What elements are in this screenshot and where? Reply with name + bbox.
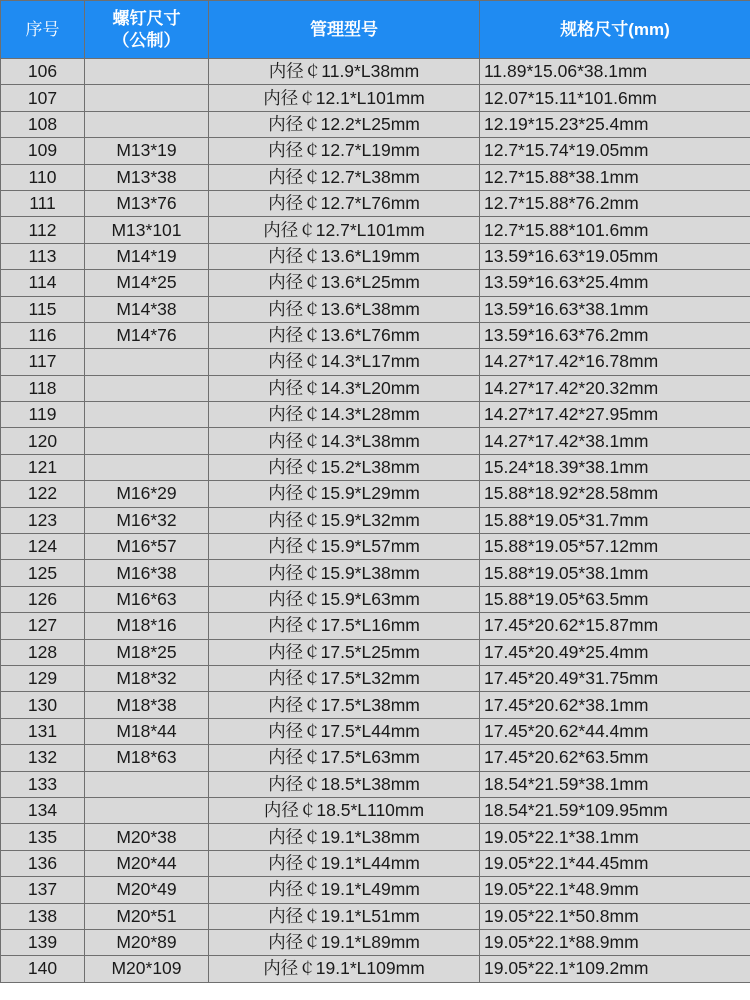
cell-screw-size: M13*19 (85, 138, 209, 164)
cell-spec: 18.54*21.59*109.95mm (480, 797, 750, 823)
cell-seq: 123 (1, 507, 85, 533)
cell-screw-size (85, 797, 209, 823)
table-row (1, 322, 750, 348)
cell-model: 内径￠19.1*L38mm (209, 824, 480, 850)
cell-spec: 13.59*16.63*25.4mm (480, 270, 750, 296)
cell-model: 内径￠14.3*L28mm (209, 402, 480, 428)
table-row (1, 586, 750, 612)
cell-seq: 109 (1, 138, 85, 164)
cell-seq: 127 (1, 613, 85, 639)
table-row (1, 771, 750, 797)
cell-model: 内径￠19.1*L89mm (209, 929, 480, 955)
table-row (1, 481, 750, 507)
header-screw-line2: （公制） (112, 30, 181, 50)
cell-spec: 12.7*15.88*38.1mm (480, 164, 750, 190)
table-row (1, 138, 750, 164)
cell-screw-size: M14*25 (85, 270, 209, 296)
cell-spec: 14.27*17.42*38.1mm (480, 428, 750, 454)
cell-spec: 19.05*22.1*38.1mm (480, 824, 750, 850)
cell-spec: 13.59*16.63*19.05mm (480, 243, 750, 269)
cell-screw-size: M14*38 (85, 296, 209, 322)
cell-seq: 125 (1, 560, 85, 586)
cell-seq: 120 (1, 428, 85, 454)
cell-screw-size: M16*38 (85, 560, 209, 586)
table-row (1, 956, 750, 982)
cell-seq: 130 (1, 692, 85, 718)
cell-seq: 110 (1, 164, 85, 190)
cell-screw-size (85, 454, 209, 480)
cell-spec: 15.88*19.05*63.5mm (480, 586, 750, 612)
cell-spec: 13.59*16.63*76.2mm (480, 322, 750, 348)
cell-seq: 118 (1, 375, 85, 401)
cell-screw-size: M20*49 (85, 877, 209, 903)
table-row (1, 903, 750, 929)
cell-spec: 15.88*19.05*38.1mm (480, 560, 750, 586)
cell-screw-size: M13*101 (85, 217, 209, 243)
cell-seq: 113 (1, 243, 85, 269)
cell-model: 内径￠17.5*L32mm (209, 665, 480, 691)
cell-screw-size: M18*16 (85, 613, 209, 639)
cell-seq: 132 (1, 745, 85, 771)
table-row (1, 375, 750, 401)
cell-seq: 136 (1, 850, 85, 876)
cell-seq: 138 (1, 903, 85, 929)
cell-seq: 108 (1, 111, 85, 137)
cell-model: 内径￠14.3*L17mm (209, 349, 480, 375)
cell-spec: 19.05*22.1*48.9mm (480, 877, 750, 903)
cell-model: 内径￠15.9*L38mm (209, 560, 480, 586)
cell-screw-size: M18*44 (85, 718, 209, 744)
table-row (1, 692, 750, 718)
cell-seq: 135 (1, 824, 85, 850)
cell-screw-size: M20*51 (85, 903, 209, 929)
table-row (1, 402, 750, 428)
cell-spec: 15.88*18.92*28.58mm (480, 481, 750, 507)
cell-screw-size: M16*63 (85, 586, 209, 612)
cell-spec: 15.88*19.05*31.7mm (480, 507, 750, 533)
cell-spec: 19.05*22.1*50.8mm (480, 903, 750, 929)
cell-model: 内径￠17.5*L25mm (209, 639, 480, 665)
cell-spec: 17.45*20.49*25.4mm (480, 639, 750, 665)
table-row (1, 560, 750, 586)
cell-screw-size: M18*25 (85, 639, 209, 665)
cell-model: 内径￠15.9*L63mm (209, 586, 480, 612)
table-header (1, 1, 750, 59)
cell-model: 内径￠13.6*L76mm (209, 322, 480, 348)
cell-screw-size (85, 402, 209, 428)
cell-spec: 12.7*15.88*76.2mm (480, 190, 750, 216)
table-row (1, 190, 750, 216)
cell-seq: 134 (1, 797, 85, 823)
cell-model: 内径￠14.3*L38mm (209, 428, 480, 454)
table-row (1, 877, 750, 903)
cell-seq: 140 (1, 956, 85, 982)
cell-spec: 12.19*15.23*25.4mm (480, 111, 750, 137)
cell-model: 内径￠14.3*L20mm (209, 375, 480, 401)
table-row (1, 59, 750, 85)
header-row (1, 1, 750, 59)
cell-model: 内径￠19.1*L49mm (209, 877, 480, 903)
cell-model: 内径￠12.2*L25mm (209, 111, 480, 137)
cell-screw-size (85, 111, 209, 137)
table-row (1, 507, 750, 533)
cell-model: 内径￠11.9*L38mm (209, 59, 480, 85)
cell-seq: 133 (1, 771, 85, 797)
table-row (1, 270, 750, 296)
cell-model: 内径￠18.5*L110mm (209, 797, 480, 823)
table-row (1, 665, 750, 691)
cell-spec: 13.59*16.63*38.1mm (480, 296, 750, 322)
table-row (1, 824, 750, 850)
table-row (1, 718, 750, 744)
cell-screw-size: M13*76 (85, 190, 209, 216)
cell-model: 内径￠13.6*L38mm (209, 296, 480, 322)
cell-model: 内径￠17.5*L44mm (209, 718, 480, 744)
cell-model: 内径￠13.6*L25mm (209, 270, 480, 296)
cell-seq: 126 (1, 586, 85, 612)
cell-model: 内径￠18.5*L38mm (209, 771, 480, 797)
cell-spec: 12.07*15.11*101.6mm (480, 85, 750, 111)
cell-spec: 17.45*20.62*38.1mm (480, 692, 750, 718)
table-row (1, 745, 750, 771)
cell-model: 内径￠12.7*L19mm (209, 138, 480, 164)
cell-spec: 11.89*15.06*38.1mm (480, 59, 750, 85)
header-screw-size (85, 1, 209, 59)
cell-spec: 14.27*17.42*20.32mm (480, 375, 750, 401)
cell-screw-size (85, 375, 209, 401)
cell-seq: 106 (1, 59, 85, 85)
cell-spec: 18.54*21.59*38.1mm (480, 771, 750, 797)
cell-model: 内径￠13.6*L19mm (209, 243, 480, 269)
cell-seq: 115 (1, 296, 85, 322)
cell-screw-size: M14*19 (85, 243, 209, 269)
cell-spec: 17.45*20.62*44.4mm (480, 718, 750, 744)
table-row (1, 349, 750, 375)
cell-seq: 129 (1, 665, 85, 691)
cell-screw-size: M16*29 (85, 481, 209, 507)
cell-spec: 14.27*17.42*16.78mm (480, 349, 750, 375)
cell-screw-size: M13*38 (85, 164, 209, 190)
cell-spec: 15.88*19.05*57.12mm (480, 534, 750, 560)
cell-seq: 121 (1, 454, 85, 480)
cell-model: 内径￠15.9*L29mm (209, 481, 480, 507)
cell-seq: 114 (1, 270, 85, 296)
cell-spec: 19.05*22.1*88.9mm (480, 929, 750, 955)
table-row (1, 454, 750, 480)
table-row (1, 797, 750, 823)
table-row (1, 217, 750, 243)
table-row (1, 164, 750, 190)
cell-screw-size: M18*63 (85, 745, 209, 771)
cell-seq: 131 (1, 718, 85, 744)
table-row (1, 639, 750, 665)
table-row (1, 243, 750, 269)
cell-seq: 139 (1, 929, 85, 955)
cell-seq: 111 (1, 190, 85, 216)
cell-spec: 17.45*20.62*15.87mm (480, 613, 750, 639)
cell-seq: 116 (1, 322, 85, 348)
cell-model: 内径￠19.1*L51mm (209, 903, 480, 929)
cell-spec: 19.05*22.1*44.45mm (480, 850, 750, 876)
cell-model: 内径￠12.7*L76mm (209, 190, 480, 216)
table-row (1, 850, 750, 876)
header-spec: 规格尺寸(mm) (480, 1, 750, 59)
cell-model: 内径￠19.1*L109mm (209, 956, 480, 982)
cell-model: 内径￠15.2*L38mm (209, 454, 480, 480)
table-row (1, 929, 750, 955)
cell-screw-size: M20*89 (85, 929, 209, 955)
cell-screw-size (85, 59, 209, 85)
cell-screw-size (85, 349, 209, 375)
cell-screw-size (85, 85, 209, 111)
cell-seq: 112 (1, 217, 85, 243)
cell-spec: 17.45*20.62*63.5mm (480, 745, 750, 771)
cell-seq: 107 (1, 85, 85, 111)
cell-model: 内径￠17.5*L16mm (209, 613, 480, 639)
cell-model: 内径￠15.9*L57mm (209, 534, 480, 560)
cell-screw-size: M16*32 (85, 507, 209, 533)
cell-model: 内径￠12.1*L101mm (209, 85, 480, 111)
cell-model: 内径￠17.5*L38mm (209, 692, 480, 718)
cell-model: 内径￠15.9*L32mm (209, 507, 480, 533)
cell-seq: 137 (1, 877, 85, 903)
cell-seq: 122 (1, 481, 85, 507)
cell-screw-size (85, 428, 209, 454)
cell-spec: 17.45*20.49*31.75mm (480, 665, 750, 691)
cell-model: 内径￠12.7*L101mm (209, 217, 480, 243)
cell-screw-size: M20*38 (85, 824, 209, 850)
cell-spec: 15.24*18.39*38.1mm (480, 454, 750, 480)
cell-screw-size: M16*57 (85, 534, 209, 560)
cell-spec: 12.7*15.74*19.05mm (480, 138, 750, 164)
cell-screw-size: M18*32 (85, 665, 209, 691)
header-screw-line1: 螺钉尺寸 (112, 8, 181, 28)
cell-model: 内径￠12.7*L38mm (209, 164, 480, 190)
table-row (1, 534, 750, 560)
table-row (1, 428, 750, 454)
cell-seq: 124 (1, 534, 85, 560)
cell-screw-size: M20*109 (85, 956, 209, 982)
cell-seq: 128 (1, 639, 85, 665)
table-row (1, 613, 750, 639)
header-seq: 序号 (1, 1, 85, 59)
cell-spec: 19.05*22.1*109.2mm (480, 956, 750, 982)
cell-screw-size (85, 771, 209, 797)
cell-seq: 117 (1, 349, 85, 375)
cell-model: 内径￠19.1*L44mm (209, 850, 480, 876)
table-row (1, 296, 750, 322)
cell-spec: 12.7*15.88*101.6mm (480, 217, 750, 243)
table-row (1, 85, 750, 111)
cell-screw-size: M18*38 (85, 692, 209, 718)
header-model: 管理型号 (209, 1, 480, 59)
cell-model: 内径￠17.5*L63mm (209, 745, 480, 771)
table-row (1, 111, 750, 137)
cell-screw-size: M20*44 (85, 850, 209, 876)
table-body (1, 59, 750, 983)
cell-screw-size: M14*76 (85, 322, 209, 348)
cell-spec: 14.27*17.42*27.95mm (480, 402, 750, 428)
cell-seq: 119 (1, 402, 85, 428)
